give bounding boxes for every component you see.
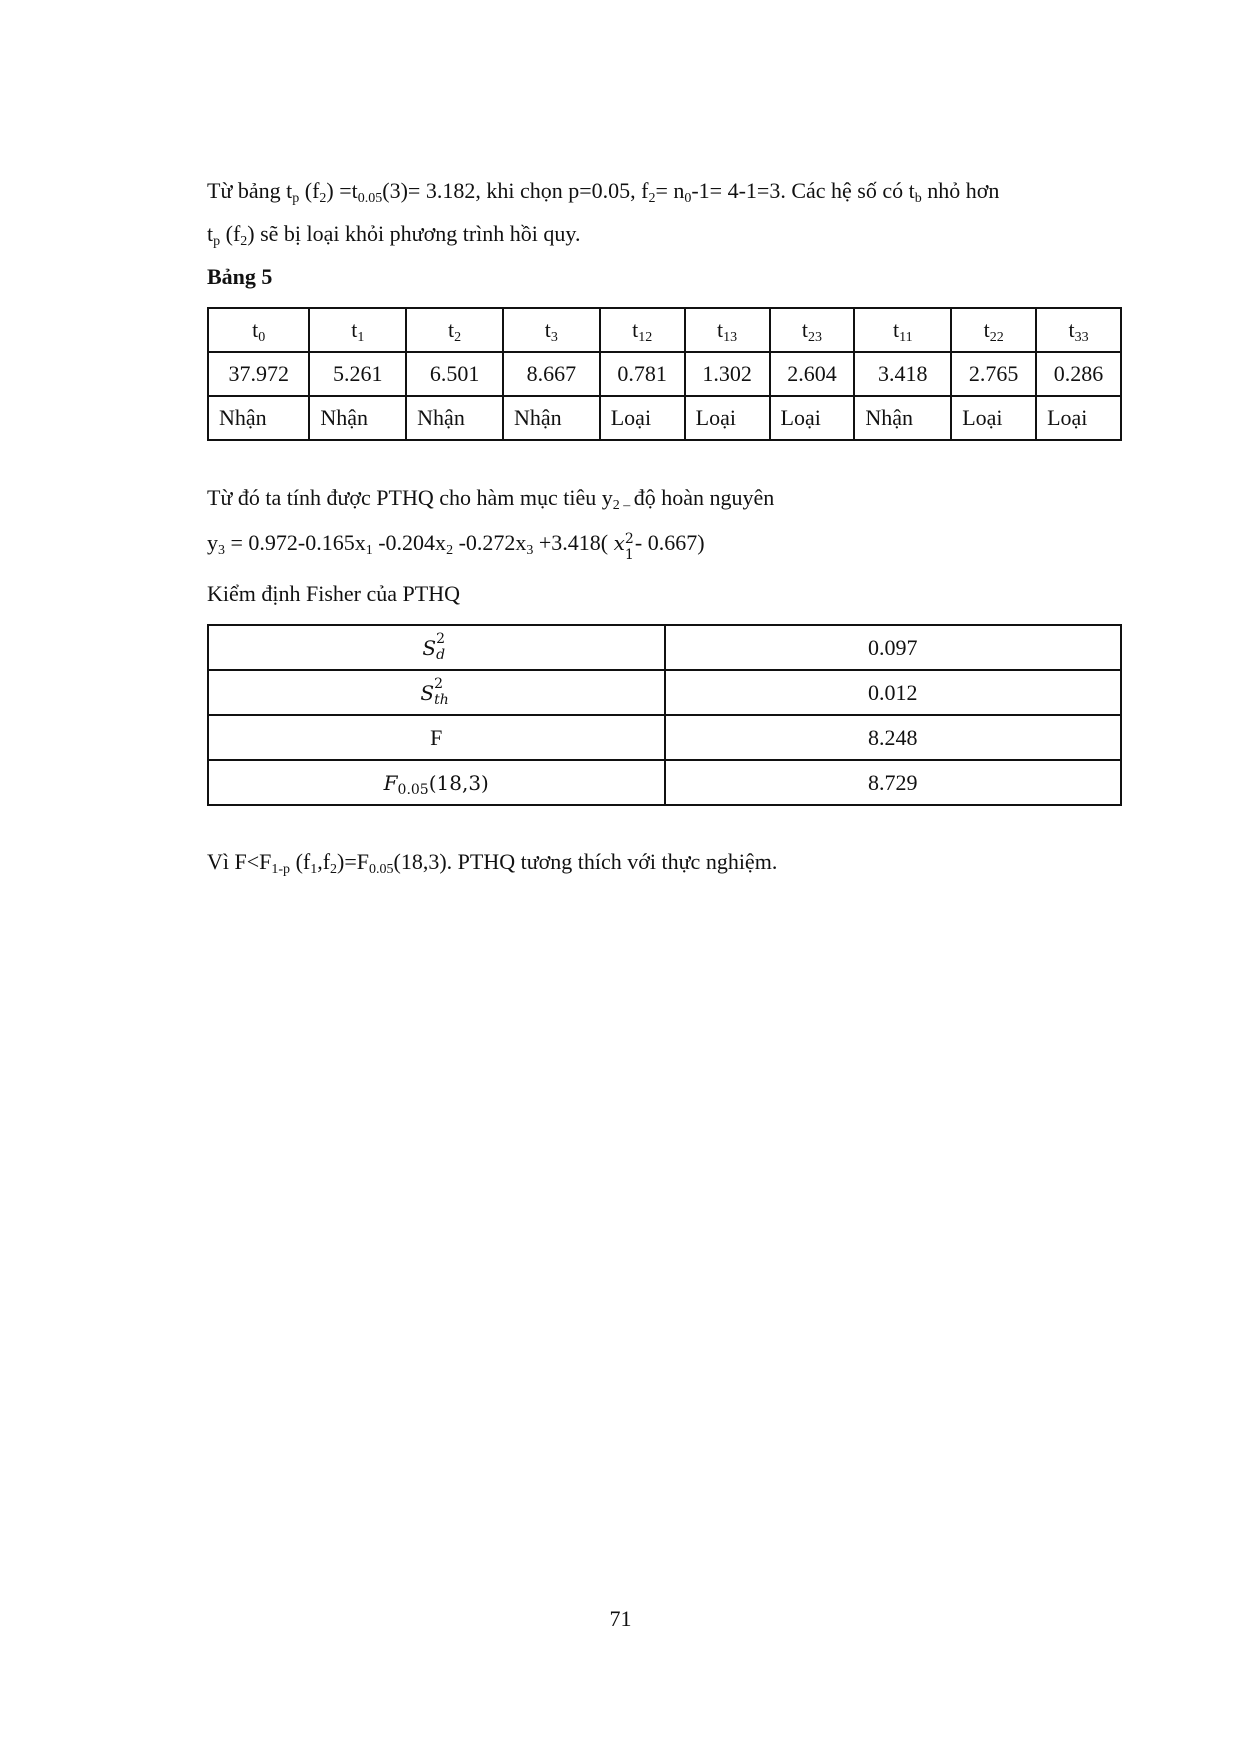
intro-text: ) sẽ bị loại khỏi phương trình hồi quy.: [247, 221, 581, 246]
subscript: 0: [684, 191, 692, 206]
intro-text: (3)= 3.182, khi chọn p=0.05, f: [382, 178, 649, 203]
header-cell-t0: $t_0$: [208, 308, 309, 352]
regression-equation: [207, 530, 705, 563]
superscript: 2: [624, 531, 634, 547]
eq-text: -0.204x: [372, 530, 447, 555]
value-cell: 0.286: [1036, 352, 1121, 396]
subscript: 3: [526, 543, 534, 558]
value-cell: 2.604: [770, 352, 855, 396]
conclusion-text: Vì F<F: [207, 849, 272, 874]
eq-text: -0.272x: [453, 530, 527, 555]
decision-cell: Nhận: [854, 396, 951, 440]
subscript: 2 –: [612, 498, 634, 513]
eq-text: +3.418(: [533, 530, 614, 555]
decision-cell: Nhận: [406, 396, 503, 440]
fisher-label-sd: S 2 d: [208, 625, 665, 670]
decision-cell: Loại: [685, 396, 770, 440]
intro-text: = n: [655, 178, 685, 203]
intro-text: (f: [220, 221, 241, 246]
intro-line-1: [207, 178, 999, 204]
regression-intro: [207, 485, 774, 511]
table-row-values: [208, 352, 1121, 396]
value-cell: 5.261: [309, 352, 406, 396]
fisher-title: Kiểm định Fisher của PTHQ: [207, 581, 460, 606]
subscript: 0.05: [369, 862, 394, 877]
page-number: 71: [609, 1606, 632, 1631]
header-cell-t23: $t_{23}$: [770, 308, 855, 352]
decision-cell: Loại: [600, 396, 685, 440]
intro-text: -1= 4-1=3. Các hệ số có t: [691, 178, 915, 203]
decision-cell: Loại: [770, 396, 855, 440]
conclusion-text: )=F: [337, 849, 370, 874]
intro-text: nhỏ hơn: [921, 178, 1000, 203]
value-cell: 3.418: [854, 352, 951, 396]
fisher-table: [207, 624, 1122, 806]
header-cell-t22: $t_{22}$: [951, 308, 1036, 352]
value-cell: 0.781: [600, 352, 685, 396]
subscript: 3: [218, 543, 225, 558]
intro-text: ) =t: [326, 178, 358, 203]
conclusion-text: ,f: [317, 849, 331, 874]
value-cell: 2.765: [951, 352, 1036, 396]
intro-text: Từ bảng t: [207, 178, 293, 203]
fisher-value: 8.729: [665, 760, 1122, 805]
header-cell-t11: $t_{11}$: [854, 308, 951, 352]
conclusion-text: (f: [290, 849, 311, 874]
decision-cell: Nhận: [208, 396, 309, 440]
header-cell-t1: $t_1$: [309, 308, 406, 352]
fisher-value: 0.097: [665, 625, 1122, 670]
decision-cell: Loại: [951, 396, 1036, 440]
intro-text: (f: [299, 178, 320, 203]
subscript: b: [914, 191, 922, 206]
subscript: 1: [365, 543, 373, 558]
subscript: 1: [310, 862, 318, 877]
eq-text: y: [207, 530, 218, 555]
regression-text: Từ đó ta tính được PTHQ cho hàm mục tiêu y: [207, 485, 613, 510]
subscript: 2: [330, 862, 338, 877]
value-cell: 6.501: [406, 352, 503, 396]
math-x: x: [613, 531, 625, 555]
coefficient-table: [207, 307, 1122, 441]
subscript: 0.05: [357, 191, 383, 206]
table-header-row: [208, 308, 1121, 352]
table-5-title: Bảng 5: [207, 264, 273, 289]
header-cell-t33: $t_{33}$: [1036, 308, 1121, 352]
eq-text: - 0.667): [634, 530, 705, 555]
subscript: 1-p: [271, 862, 291, 877]
intro-line-2: [207, 221, 580, 247]
value-cell: 1.302: [685, 352, 770, 396]
value-cell: 37.972: [208, 352, 309, 396]
decision-cell: Nhận: [309, 396, 406, 440]
conclusion: [207, 849, 777, 875]
header-cell-t3: $t_3$: [503, 308, 600, 352]
subscript: 1: [624, 547, 634, 563]
decision-cell: Nhận: [503, 396, 600, 440]
table-row-decisions: [208, 396, 1121, 440]
table-row: [208, 670, 1121, 715]
subscript: 2: [446, 543, 454, 558]
value-cell: 8.667: [503, 352, 600, 396]
subscript: p: [292, 191, 300, 206]
header-cell-t12: $t_{12}$: [600, 308, 685, 352]
fisher-label-sth: S 2 th: [208, 670, 665, 715]
fisher-label-f: F: [208, 715, 665, 760]
eq-text: = 0.972-0.165x: [225, 530, 366, 555]
intro-text: t: [207, 221, 214, 246]
subscript: 2: [648, 191, 656, 206]
fisher-value: 8.248: [665, 715, 1122, 760]
conclusion-text: (18,3). PTHQ tương thích với thực nghiệm.: [393, 849, 778, 874]
subscript: 2: [240, 234, 248, 249]
regression-text: độ hoàn nguyên: [633, 485, 775, 510]
subscript: p: [213, 234, 221, 249]
fisher-value: 0.012: [665, 670, 1122, 715]
fisher-label-f005: $F_{0.05}(18,3)$: [208, 760, 665, 805]
header-cell-t13: $t_{13}$: [685, 308, 770, 352]
table-row: [208, 715, 1121, 760]
table-row: [208, 760, 1121, 805]
table-row: [208, 625, 1121, 670]
decision-cell: Loại: [1036, 396, 1121, 440]
header-cell-t2: $t_2$: [406, 308, 503, 352]
subscript: 2: [319, 191, 327, 206]
